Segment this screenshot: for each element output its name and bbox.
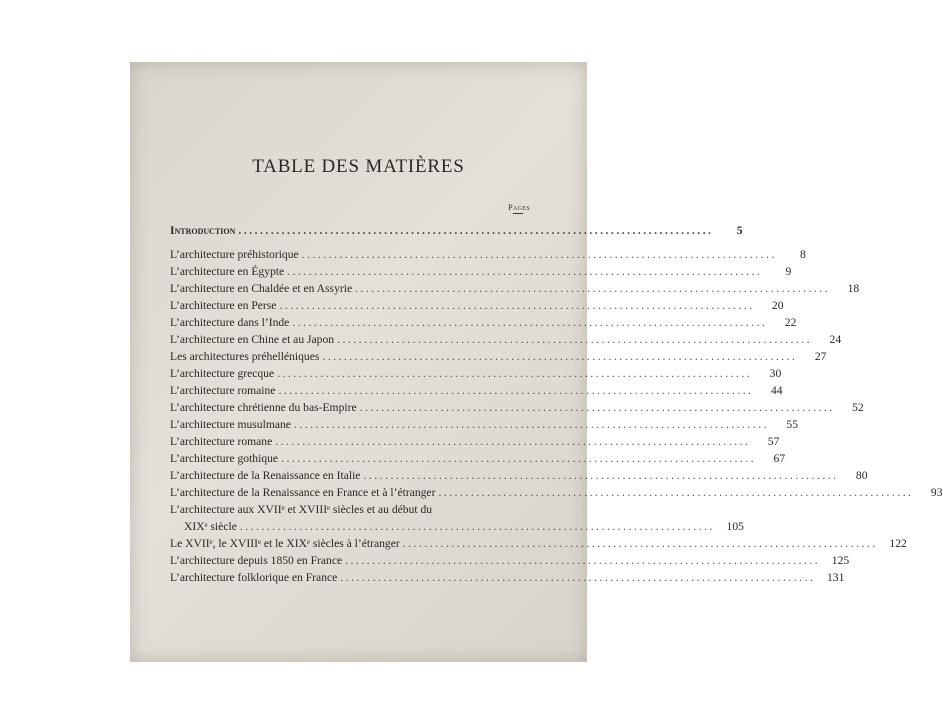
- toc-entry-page: 105: [726, 520, 744, 533]
- leader-dots: ........................................................................................: [277, 367, 753, 380]
- toc-entry-label: L’architecture gothique: [170, 452, 279, 465]
- leader-dots: ........................................................................................: [438, 486, 914, 499]
- toc-entry-page: 125: [831, 554, 850, 567]
- toc-entry-label: L’architecture grecque: [170, 367, 275, 380]
- leader-dots: ........................................................................................: [281, 452, 757, 465]
- toc-entry: [170, 331, 842, 348]
- toc-entry: [170, 450, 786, 467]
- leader-dots: ........................................................................................: [293, 418, 769, 431]
- toc-entry-page: 27: [814, 350, 827, 363]
- leader-dots: ........................................................................................: [275, 435, 751, 448]
- toc-entry-page: 5: [736, 224, 743, 237]
- toc-entry-page: 122: [889, 537, 907, 550]
- pages-header-dash: [513, 213, 523, 214]
- toc-entry-label: L’architecture musulmane: [170, 418, 291, 431]
- leader-dots: ........................................................................................: [359, 401, 835, 414]
- toc-entry: [170, 263, 792, 280]
- toc-entry: [170, 246, 806, 263]
- toc-entry-label: L’architecture en Égypte: [170, 265, 285, 278]
- book-page: [130, 62, 943, 662]
- toc-entry-page: 8: [799, 248, 806, 261]
- toc-entry-page: 52: [852, 401, 864, 414]
- toc-entry-label: L’architecture dans l’Inde: [170, 316, 290, 329]
- toc-entry-label: L’architecture en Perse: [170, 299, 277, 312]
- toc-entry: [170, 314, 797, 331]
- toc-entry-label: L’architecture romane: [170, 435, 273, 448]
- toc-entry-label: L’architecture chrétienne du bas-Empire: [170, 401, 357, 414]
- leader-dots: ........................................................................................: [345, 554, 821, 567]
- toc-entry-label: L’architecture de la Renaissance en France et à l’étranger: [170, 486, 436, 499]
- leader-dots: ........................................................................................: [301, 248, 777, 261]
- leader-dots: ........................................................................................: [363, 469, 839, 482]
- toc-entry-page: 18: [847, 282, 860, 295]
- toc-entry: [170, 535, 907, 552]
- toc-entry-page: 20: [771, 299, 784, 312]
- toc-entries: [170, 246, 943, 501]
- toc-entry-label: L’architecture en Chine et au Japon: [170, 333, 335, 346]
- toc-entry-label-line1: L’architecture aux XVIIᵉ et XVIIIᵉ siècles et au début du: [170, 503, 433, 516]
- toc-entry: [170, 280, 860, 297]
- leader-dots: ........................................................................................: [278, 384, 754, 397]
- toc-entry-label: Les architectures préhelléniques: [170, 350, 320, 363]
- toc-entry: [170, 433, 780, 450]
- leader-dots: ........................................................................................: [238, 224, 714, 237]
- leader-dots: ........................................................................................: [322, 350, 798, 363]
- leader-dots: ........................................................................................: [337, 333, 813, 346]
- toc-entry-label: L’architecture de la Renaissance en Italie: [170, 469, 361, 482]
- toc-entry-page: 44: [770, 384, 783, 397]
- leader-dots: ........................................................................................: [355, 282, 831, 295]
- toc-entry: [170, 365, 782, 382]
- leader-dots: ........................................................................................: [279, 299, 755, 312]
- table-of-contents: [170, 222, 943, 586]
- toc-entry: [170, 297, 784, 314]
- toc-entry: [170, 416, 798, 433]
- leader-dots: ........................................................................................: [239, 520, 715, 533]
- toc-entry: [170, 569, 845, 586]
- toc-entry-label: L’architecture folklorique en France: [170, 571, 338, 584]
- toc-entry: [170, 552, 850, 569]
- toc-entries-after: [170, 535, 907, 586]
- toc-entry-label: Introduction: [170, 224, 236, 237]
- toc-entry-page: 93: [930, 486, 943, 499]
- toc-entry-page: 9: [785, 265, 792, 278]
- toc-entry-label: L’architecture en Chaldée et en Assyrie: [170, 282, 353, 295]
- toc-entry-label-line2: XIXᵉ siècle: [184, 520, 237, 533]
- toc-entry-page: 131: [826, 571, 845, 584]
- toc-entry-page: 80: [855, 469, 868, 482]
- toc-entry: [170, 399, 864, 416]
- toc-entry-introduction: [170, 222, 743, 239]
- toc-entry: [170, 348, 827, 365]
- toc-entry-label: L’architecture romaine: [170, 384, 276, 397]
- leader-dots: ........................................................................................: [402, 537, 878, 550]
- toc-entry: [170, 484, 943, 501]
- toc-entry-page: 55: [786, 418, 798, 431]
- leader-dots: ........................................................................................: [292, 316, 768, 329]
- toc-entry-page: 57: [767, 435, 780, 448]
- leader-dots: ........................................................................................: [287, 265, 763, 278]
- leader-dots: ........................................................................................: [340, 571, 816, 584]
- toc-entry: [170, 467, 868, 484]
- toc-entry-page: 22: [784, 316, 797, 329]
- toc-entry-page: 67: [773, 452, 786, 465]
- toc-entry-label: L’architecture depuis 1850 en France: [170, 554, 343, 567]
- toc-entry-label: L’architecture préhistorique: [170, 248, 299, 261]
- pages-column-header: Pages: [508, 202, 530, 212]
- page-title: TABLE DES MATIÈRES: [252, 156, 465, 177]
- toc-entry-multiline: [170, 501, 744, 535]
- toc-entry: [170, 382, 783, 399]
- toc-entry-page: 30: [769, 367, 782, 380]
- toc-entry-label: Le XVIIᵉ, le XVIIIᵉ et le XIXᵉ siècles à l’étranger: [170, 537, 400, 550]
- toc-entry-page: 24: [829, 333, 842, 346]
